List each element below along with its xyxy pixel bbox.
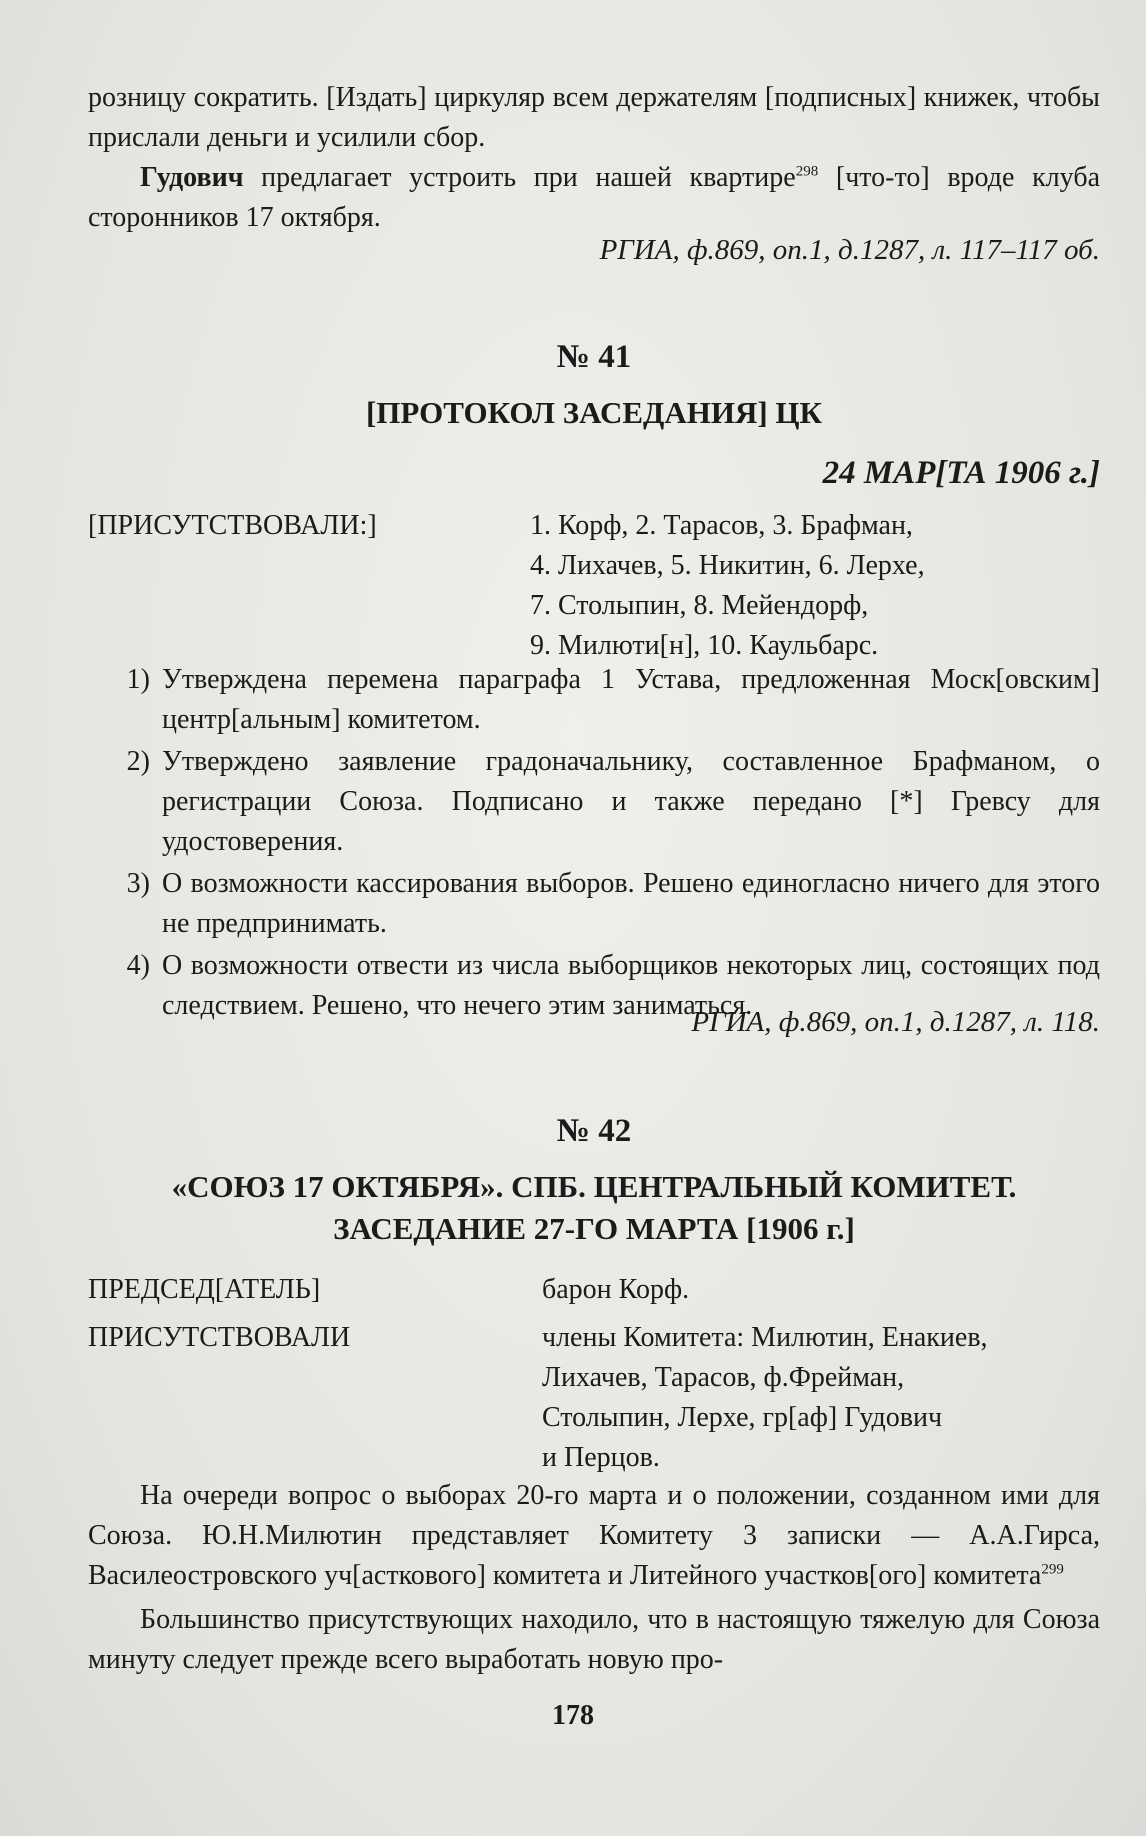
attendance-line: 1. Корф, 2. Тарасов, 3. Брафман, [530, 510, 913, 541]
present-line: Лихачев, Тарасов, ф.Фрейман, [542, 1362, 905, 1393]
doc42-present [88, 1318, 1100, 1478]
item-number: 2) [126, 746, 150, 777]
doc42-title [88, 1166, 1100, 1250]
resolution-list [88, 660, 1100, 1026]
item-text: О возможности кассирования выборов. Решено единогласно ничего для этого не предпринимать. [162, 868, 1100, 939]
attendance-label: [ПРИСУТСТВОВАЛИ:] [88, 510, 377, 541]
list-item [88, 864, 1100, 944]
attendance-line: 9. Милюти[н], 10. Каульбарс. [530, 630, 879, 661]
paragraph-gudovich [88, 158, 1100, 238]
doc41-number [88, 336, 1100, 378]
attendance-line: 7. Столыпин, 8. Мейендорф, [530, 590, 869, 621]
speaker-name: Гудович [140, 162, 244, 193]
present-label: ПРИСУТСТВОВАЛИ [88, 1322, 351, 1353]
top-text-block [88, 78, 1100, 238]
doc41-attendance [88, 506, 1100, 666]
paragraph-text: предлагает устроить при нашей квартире [243, 162, 796, 193]
paragraph-elections [88, 1476, 1100, 1596]
document-number: № 42 [556, 1113, 632, 1149]
footnote-ref: 298 [795, 163, 819, 180]
doc42-body [88, 1476, 1100, 1680]
doc41-date [88, 452, 1100, 494]
archive-citation: РГИА, ф.869, оп.1, д.1287, л. 118. [691, 1006, 1100, 1038]
document-number: № 41 [556, 339, 632, 375]
document-title: [ПРОТОКОЛ ЗАСЕДАНИЯ] ЦК [365, 395, 823, 430]
present-line: члены Комитета: Милютин, Енакиев, [542, 1322, 988, 1353]
chair-label: ПРЕДСЕД[АТЕЛЬ] [88, 1274, 321, 1305]
archive-citation: РГИА, ф.869, оп.1, д.1287, л. 117–117 об. [599, 234, 1100, 266]
attendance-line: 4. Лихачев, 5. Никитин, 6. Лерхе, [530, 550, 925, 581]
doc42-number [88, 1110, 1100, 1152]
document-date: 24 МАР[ТА 1906 г.] [822, 455, 1100, 491]
footnote-ref: 299 [1041, 1561, 1064, 1578]
doc41-items [88, 660, 1100, 1028]
present-list [542, 1318, 1100, 1478]
paragraph-text: На очереди вопрос о выборах 20-го марта и о положении, созданном ими для Союза. Ю.Н.Милютин представляет Комитету 3 записки — А.А.Гирса, Василеостровского уч[асткового] комитета и Литейного участков[ого] комитета [88, 1480, 1100, 1591]
paragraph-circular: розницу сократить. [Издать] циркуляр всем держателям [подписных] книжек, чтобы прислали деньги и усилили сбор. [88, 82, 1100, 153]
item-text: Утверждено заявление градоначальнику, составленное Брафманом, о регистрации Союза. Подписано и также передано [*] Гревсу для удостоверения. [162, 746, 1100, 857]
document-title-line1: «СОЮЗ 17 ОКТЯБРЯ». СПБ. ЦЕНТРАЛЬНЫЙ КОМИТЕТ. [171, 1169, 1017, 1204]
item-text: Утверждена перемена параграфа 1 Устава, предложенная Моск[овским] центр[альным] комитетом. [162, 664, 1100, 735]
list-item [88, 742, 1100, 862]
doc42-chair [88, 1270, 1100, 1310]
attendance-list [530, 506, 1100, 666]
citation-1 [88, 230, 1100, 270]
present-line: и Перцов. [542, 1442, 660, 1473]
chair-value: барон Корф. [542, 1274, 690, 1305]
item-number: 1) [126, 664, 150, 695]
list-item [88, 660, 1100, 740]
present-line: Столыпин, Лерхе, гр[аф] Гудович [542, 1402, 943, 1433]
item-number: 3) [126, 868, 150, 899]
document-title-line2: ЗАСЕДАНИЕ 27-ГО МАРТА [1906 г.] [333, 1211, 855, 1246]
paragraph-majority: Большинство присутствующих находило, что в настоящую тяжелую для Союза минуту следует прежде всего выработать новую про- [88, 1604, 1100, 1675]
page-number: 178 [552, 1700, 594, 1731]
item-number: 4) [126, 950, 150, 981]
doc41-title [88, 392, 1100, 434]
paragraph-text-rest: [что-то] вроде клуба сторонников 17 октября. [88, 162, 1100, 233]
item-text: О возможности отвести из числа выборщиков некоторых лиц, состоящих под следствием. Решено, что нечего этим заниматься. [162, 950, 1100, 1021]
citation-2 [88, 1002, 1100, 1042]
